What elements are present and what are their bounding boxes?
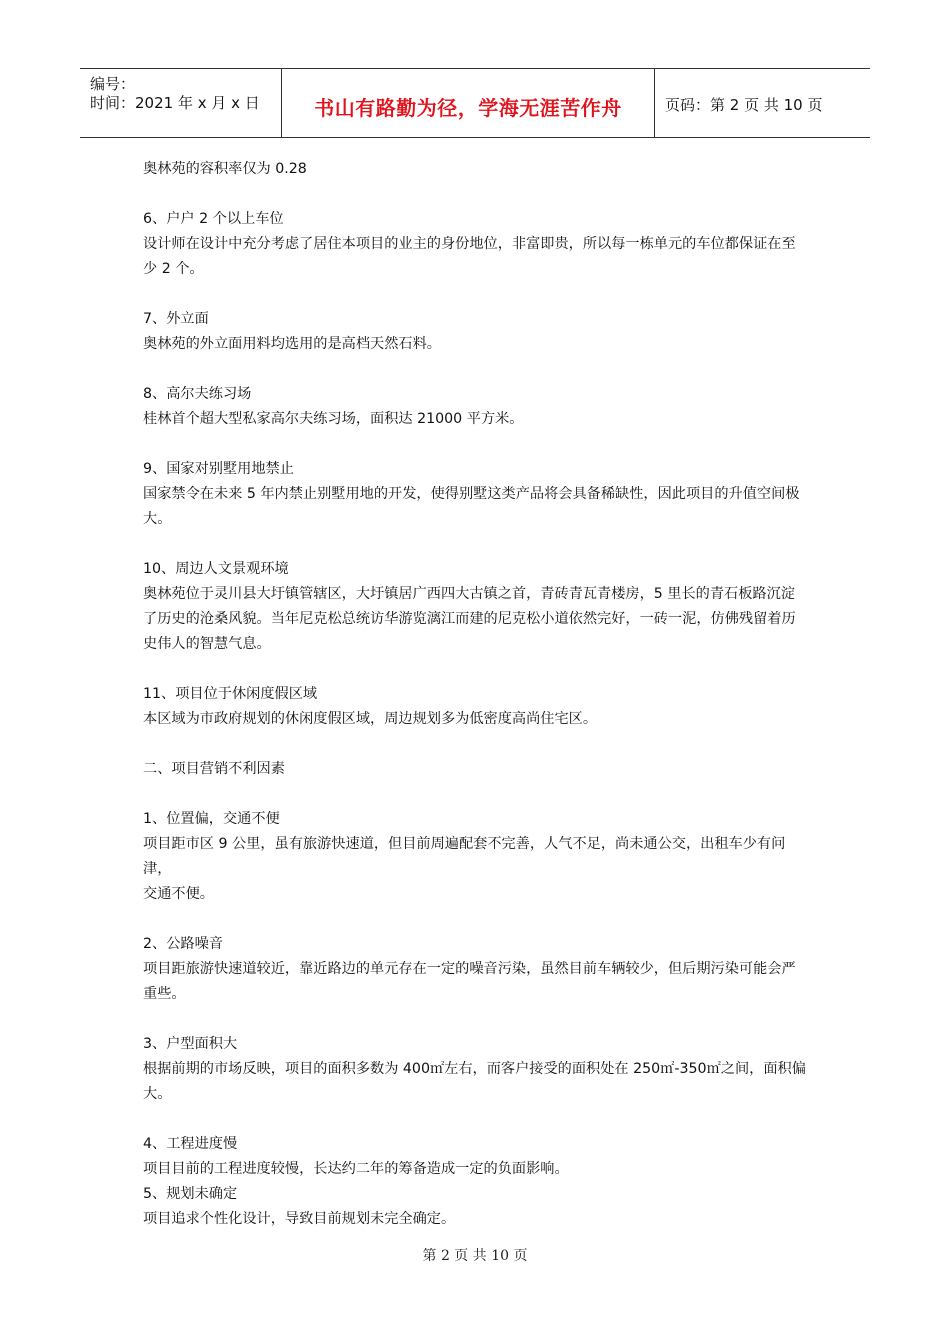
header-motto-cell — [282, 69, 655, 137]
section-heading: 2、公路噪音 — [143, 936, 223, 952]
paragraph: 桂林首个超大型私家高尔夫练习场，面积达 21000 平方米。 — [143, 411, 524, 427]
section-heading: 11、项目位于休闲度假区域 — [143, 686, 318, 702]
paragraph: 大。 — [143, 511, 172, 527]
section-heading: 4、工程进度慢 — [143, 1136, 238, 1152]
section-heading: 7、外立面 — [143, 311, 209, 327]
paragraph: 项目距市区 9 公里，虽有旅游快速道，但目前周遍配套不完善，人气不足，尚未通公交，出租车少有问津， — [143, 836, 786, 877]
paragraph: 国家禁令在未来 5 年内禁止别墅用地的开发，使得别墅这类产品将会具备稀缺性，因此项目的升值空间极 — [143, 486, 800, 502]
paragraph: 了历史的沧桑风貌。当年尼克松总统访华游览漓江而建的尼克松小道依然完好，一砖一泥，仿佛残留着历 — [143, 611, 796, 627]
paragraph: 项目目前的工程进度较慢，长达约二年的筹备造成一定的负面影响。 — [143, 1161, 569, 1177]
paragraph: 奥林苑的容积率仅为 0.28 — [143, 161, 307, 177]
section-heading: 8、高尔夫练习场 — [143, 386, 252, 402]
paragraph: 奥林苑位于灵川县大圩镇管辖区，大圩镇居广西四大古镇之首，青砖青瓦青楼房，5 里长的青石板路沉淀 — [143, 586, 795, 602]
section-heading: 5、规划未确定 — [143, 1186, 238, 1202]
paragraph: 设计师在设计中充分考虑了居住本项目的业主的身份地位，非富即贵，所以每一栋单元的车位都保证在至 — [143, 236, 796, 252]
paragraph: 根据前期的市场反映，项目的面积多数为 400㎡左右，而客户接受的面积处在 250㎡-350㎡之间，面积偏 — [143, 1061, 806, 1077]
paragraph: 项目距旅游快速道较近，靠近路边的单元存在一定的噪音污染，虽然目前车辆较少，但后期污染可能会严 — [143, 961, 796, 977]
part-heading: 二、项目营销不利因素 — [143, 761, 285, 777]
document-body — [143, 157, 813, 1232]
section-heading: 10、周边人文景观环境 — [143, 561, 289, 577]
document-time-label: 时间：2021 年 x 月 x 日 — [90, 94, 260, 112]
section-heading: 1、位置偏，交通不便 — [143, 811, 280, 827]
header-motto: 书山有路勤为径，学海无涯苦作舟 — [314, 96, 622, 120]
paragraph: 重些。 — [143, 986, 186, 1002]
paragraph: 大。 — [143, 1086, 172, 1102]
header-page-cell — [655, 69, 870, 137]
paragraph: 少 2 个。 — [143, 261, 204, 277]
paragraph: 交通不便。 — [143, 886, 214, 902]
section-heading: 6、户户 2 个以上车位 — [143, 211, 284, 227]
header-meta-cell — [80, 69, 282, 137]
paragraph: 奥林苑的外立面用料均选用的是高档天然石料。 — [143, 336, 441, 352]
paragraph: 史伟人的智慧气息。 — [143, 636, 271, 652]
paragraph: 本区域为市政府规划的休闲度假区域，周边规划多为低密度高尚住宅区。 — [143, 711, 598, 727]
header-page-info: 页码：第 2 页 共 10 页 — [665, 96, 823, 114]
document-number-label: 编号： — [90, 75, 136, 93]
page-header — [80, 68, 870, 138]
section-heading: 9、国家对别墅用地禁止 — [143, 461, 294, 477]
page-footer: 第 2 页 共 10 页 — [422, 1248, 528, 1264]
paragraph: 项目追求个性化设计，导致目前规划未完全确定。 — [143, 1211, 456, 1227]
section-heading: 3、户型面积大 — [143, 1036, 238, 1052]
